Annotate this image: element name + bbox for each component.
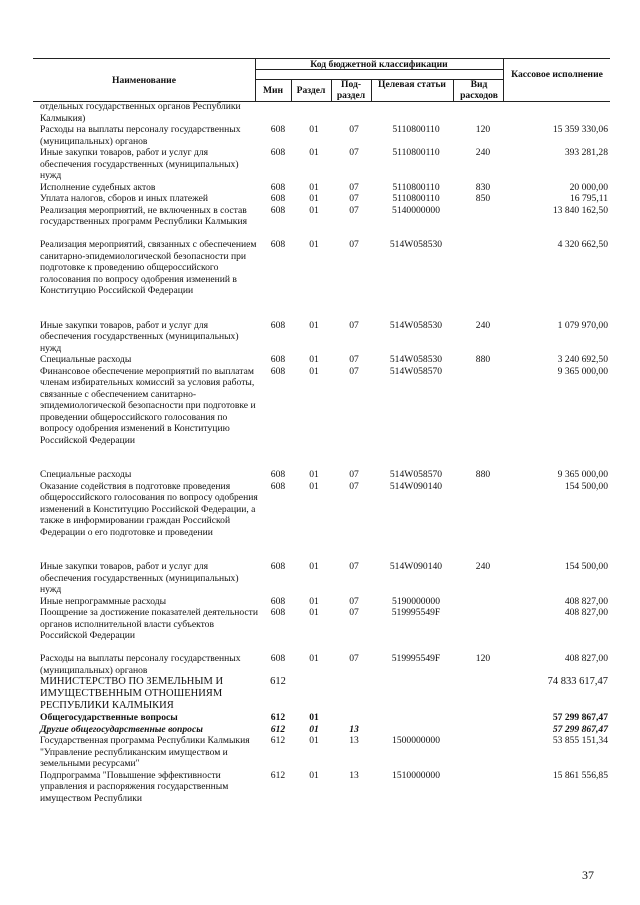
row-razdel: 01 [309, 480, 319, 492]
row-name: Специальные расходы [40, 354, 132, 365]
row-podrazdel: 07 [349, 561, 359, 572]
table-row [0, 366, 640, 470]
row-name: Финансовое обеспечение мероприятий по выплатам членам избирательных комиссий за условия работы, связанные с обеспечением санитарно-эпидемиологической безопасности при подготовке и проведении общероссийского голосования по вопросу одобрения изменений в Конституцию Российской Федерации [40, 365, 256, 446]
table-row [0, 770, 640, 805]
row-name: Оказание содействия в подготовке проведения общероссийского голосования по вопросу одобрения изменений в Конституцию Российской Федерации, а также в информировании граждан Российской Федерации о его подготовке и проведении [40, 480, 258, 538]
row-kassovoe: 393 281,28 [564, 147, 608, 158]
row-min: 612 [270, 723, 286, 735]
row-kassovoe: 3 240 692,50 [557, 354, 608, 365]
header-code-group: Код бюджетной классификации [310, 59, 448, 70]
table-row [0, 676, 640, 712]
row-razdel: 01 [309, 147, 319, 158]
table-row [0, 205, 640, 240]
row-min: 608 [270, 561, 286, 572]
row-podrazdel: 07 [349, 607, 359, 618]
table-row [0, 607, 640, 653]
row-celevaya: 5190000000 [392, 595, 440, 607]
table-row [0, 101, 640, 124]
header-celevaya: Целевая статьи [378, 79, 446, 90]
table-row [0, 596, 640, 608]
row-vid: 240 [475, 319, 491, 331]
row-podrazdel: 07 [349, 319, 359, 331]
row-min: 608 [270, 469, 286, 480]
row-name: Расходы на выплаты персоналу государственных (муниципальных) органов [40, 653, 241, 676]
row-celevaya: 514W058570 [389, 365, 443, 377]
row-celevaya: 5110800110 [392, 193, 440, 204]
row-kassovoe: 4 320 662,50 [557, 239, 608, 250]
row-kassovoe: 408 827,00 [564, 607, 608, 618]
row-celevaya: 514W058570 [389, 469, 443, 480]
row-celevaya: 514W058530 [389, 319, 443, 331]
row-name: Иные закупки товаров, работ и услуг для обеспечения государственных (муниципальных) нужд [40, 147, 239, 181]
row-min: 608 [270, 193, 286, 204]
row-min: 608 [270, 607, 286, 618]
table-row [0, 481, 640, 562]
row-min: 612 [270, 769, 286, 781]
header-razdel: Раздел [296, 85, 326, 96]
row-vid: 850 [475, 193, 491, 204]
row-name: Поощрение за достижение показателей деятельности органов исполнительной власти субъектов Российской Федерации [40, 607, 258, 641]
row-name: Расходы на выплаты персоналу государственных (муниципальных) органов [40, 124, 241, 147]
row-kassovoe: 15 861 556,85 [552, 769, 608, 781]
row-razdel: 01 [309, 607, 319, 618]
row-kassovoe: 13 840 162,50 [552, 204, 608, 216]
row-kassovoe: 57 299 867,47 [552, 723, 608, 735]
row-min: 608 [270, 124, 286, 135]
table-row [0, 354, 640, 366]
row-min: 608 [270, 239, 286, 250]
header-name: Наименование [112, 75, 176, 86]
row-vid: 880 [475, 469, 491, 480]
row-podrazdel: 13 [349, 723, 359, 735]
row-min: 608 [270, 354, 286, 365]
table-row [0, 561, 640, 596]
row-podrazdel: 07 [349, 469, 359, 480]
row-razdel: 01 [309, 365, 319, 377]
page-number: 37 [582, 868, 594, 882]
table-row [0, 147, 640, 182]
header-min: Мин [262, 85, 284, 96]
row-name: Другие общегосударственные вопросы [40, 723, 203, 735]
row-podrazdel: 07 [349, 653, 359, 664]
table-row [0, 182, 640, 194]
row-vid: 880 [475, 354, 491, 365]
row-razdel: 01 [309, 124, 319, 135]
row-vid: 120 [475, 653, 491, 664]
row-kassovoe: 1 079 970,00 [557, 319, 608, 331]
row-name: Государственная программа Республики Калмыкия "Управление республиканским имуществом и земельными ресурсами" [40, 735, 250, 769]
row-min: 612 [270, 735, 286, 746]
row-celevaya: 514W090140 [389, 561, 443, 572]
row-celevaya: 514W090140 [389, 480, 443, 492]
row-vid: 240 [475, 147, 491, 158]
row-min: 608 [270, 595, 286, 607]
table-row [0, 712, 640, 724]
row-podrazdel: 07 [349, 354, 359, 365]
table-row [0, 193, 640, 205]
row-razdel: 01 [309, 561, 319, 572]
row-vid: 240 [475, 561, 491, 572]
row-celevaya: 5110800110 [392, 147, 440, 158]
row-min: 608 [270, 181, 286, 193]
row-kassovoe: 408 827,00 [564, 595, 608, 607]
table-row [0, 124, 640, 147]
row-celevaya: 514W058530 [389, 354, 443, 365]
row-kassovoe: 154 500,00 [564, 561, 608, 572]
row-kassovoe: 154 500,00 [564, 480, 608, 492]
row-min: 608 [270, 147, 286, 158]
row-min: 608 [270, 365, 286, 377]
row-razdel: 01 [309, 239, 319, 250]
row-razdel: 01 [309, 595, 319, 607]
row-razdel: 01 [309, 712, 319, 723]
row-razdel: 01 [309, 193, 319, 204]
table-body [0, 101, 640, 804]
row-razdel: 01 [309, 723, 319, 735]
row-name: Иные закупки товаров, работ и услуг для обеспечения государственных (муниципальных) нужд [40, 561, 239, 595]
row-min: 612 [270, 676, 286, 687]
row-name: Уплата налогов, сборов и иных платежей [40, 193, 209, 204]
header-podrazdel: Под-раздел [336, 79, 366, 101]
table-row [0, 239, 640, 320]
row-razdel: 01 [309, 204, 319, 216]
row-kassovoe: 20 000,00 [569, 181, 608, 193]
row-razdel: 01 [309, 769, 319, 781]
row-name: отдельных государственных органов Республики Калмыкия) [40, 101, 241, 124]
row-celevaya: 514W058530 [389, 239, 443, 250]
row-celevaya: 1500000000 [392, 735, 440, 746]
row-kassovoe: 53 855 151,34 [552, 735, 608, 746]
table-header [33, 58, 610, 102]
header-vid: Вид расходов [460, 79, 498, 101]
row-name: Реализация мероприятий, связанных с обеспечением санитарно-эпидемиологической безопасности при подготовке к проведению общероссийского голосования по вопросу одобрения изменений в Конституцию Российской Федерации [40, 239, 257, 296]
row-min: 612 [270, 712, 286, 723]
row-podrazdel: 07 [349, 365, 359, 377]
row-name: Иные непрограммные расходы [40, 595, 167, 607]
row-podrazdel: 13 [349, 769, 359, 781]
table-row [0, 469, 640, 481]
row-name: Специальные расходы [40, 469, 132, 480]
row-razdel: 01 [309, 735, 319, 746]
row-celevaya: 5140000000 [392, 204, 440, 216]
row-podrazdel: 07 [349, 124, 359, 135]
row-podrazdel: 07 [349, 147, 359, 158]
row-name: Общегосударственные вопросы [40, 712, 178, 723]
row-name: МИНИСТЕРСТВО ПО ЗЕМЕЛЬНЫМ И ИМУЩЕСТВЕННЫМ ОТНОШЕНИЯМ РЕСПУБЛИКИ КАЛМЫКИЯ [40, 676, 224, 711]
row-celevaya: 5110800110 [392, 181, 440, 193]
row-min: 608 [270, 653, 286, 664]
row-min: 608 [270, 319, 286, 331]
table-row [0, 653, 640, 676]
table-row [0, 320, 640, 355]
row-podrazdel: 07 [349, 239, 359, 250]
row-podrazdel: 07 [349, 181, 359, 193]
row-razdel: 01 [309, 319, 319, 331]
row-name: Реализация мероприятий, не включенных в состав государственных программ Республики Калмыкия [40, 204, 247, 227]
row-name: Иные закупки товаров, работ и услуг для обеспечения государственных (муниципальных) нужд [40, 319, 239, 354]
table-row [0, 735, 640, 770]
header-kassovoe: Кассовое исполнение [511, 69, 603, 80]
row-name: Исполнение судебных актов [40, 181, 156, 193]
row-kassovoe: 15 359 330,06 [552, 124, 608, 135]
row-celevaya: 519995549F [391, 653, 441, 664]
row-kassovoe: 9 365 000,00 [557, 469, 608, 480]
row-vid: 830 [475, 181, 491, 193]
row-razdel: 01 [309, 181, 319, 193]
row-vid: 120 [475, 124, 491, 135]
row-celevaya: 5110800110 [392, 124, 440, 135]
row-celevaya: 519995549F [391, 607, 441, 618]
row-podrazdel: 07 [349, 595, 359, 607]
row-kassovoe: 57 299 867,47 [552, 712, 608, 723]
row-kassovoe: 16 795,11 [569, 193, 608, 204]
row-min: 608 [270, 204, 286, 216]
row-name: Подпрограмма "Повышение эффективности управления и распоряжения государственным имуществом Республики [40, 769, 229, 804]
row-podrazdel: 07 [349, 193, 359, 204]
row-razdel: 01 [309, 354, 319, 365]
row-celevaya: 1510000000 [392, 769, 440, 781]
row-kassovoe: 9 365 000,00 [557, 365, 608, 377]
row-kassovoe: 74 833 617,47 [547, 676, 608, 687]
row-podrazdel: 07 [349, 204, 359, 216]
row-razdel: 01 [309, 469, 319, 480]
row-podrazdel: 13 [349, 735, 359, 746]
row-podrazdel: 07 [349, 480, 359, 492]
row-razdel: 01 [309, 653, 319, 664]
row-kassovoe: 408 827,00 [564, 653, 608, 664]
table-row [0, 724, 640, 736]
row-min: 608 [270, 480, 286, 492]
